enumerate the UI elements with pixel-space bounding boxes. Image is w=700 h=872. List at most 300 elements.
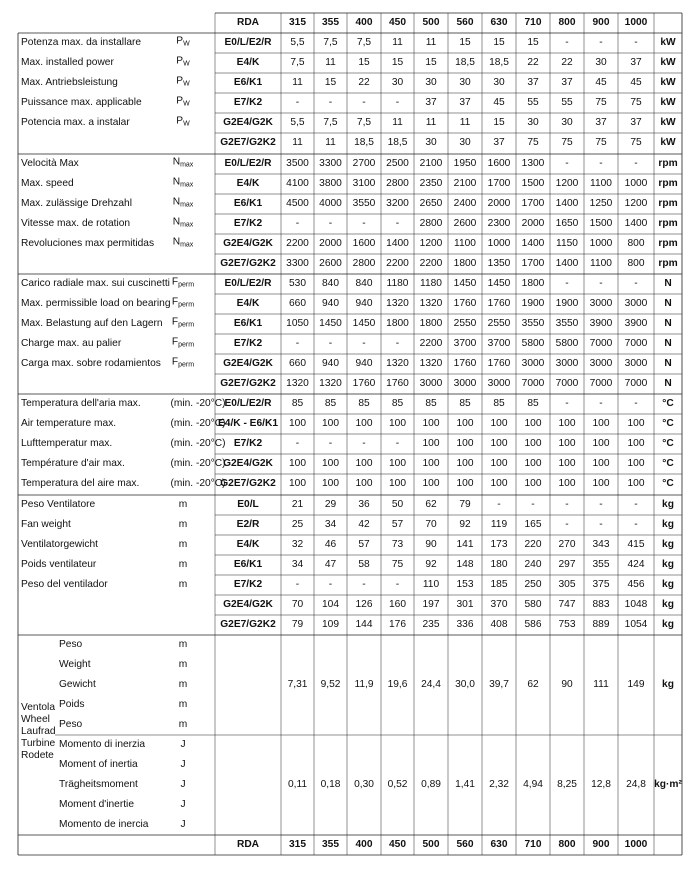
value-cell: 75 <box>595 137 607 148</box>
value-cell: - <box>565 278 569 289</box>
value-cell: - <box>295 97 300 108</box>
value-cell: 100 <box>627 438 645 449</box>
value-cell: - <box>531 499 535 510</box>
value-cell: 1400 <box>555 198 579 209</box>
wheel-group-label: Rodete <box>21 750 54 761</box>
value-cell: - <box>395 97 400 108</box>
model-cell: E6/K1 <box>233 198 263 209</box>
value-cell: - <box>295 338 300 349</box>
wheel-inertia-value: 24,8 <box>626 779 646 790</box>
value-cell: 100 <box>558 458 576 469</box>
value-cell: 2550 <box>487 318 511 329</box>
model-cell: E7/K2 <box>233 579 263 590</box>
footer-size-560: 560 <box>456 839 474 850</box>
value-cell: 55 <box>561 97 573 108</box>
value-cell: 11 <box>392 117 403 128</box>
value-cell: 4500 <box>286 198 309 209</box>
value-cell: - <box>328 218 333 229</box>
value-cell: 1320 <box>386 358 409 369</box>
value-cell: 2700 <box>352 158 376 169</box>
value-cell: - <box>599 519 603 530</box>
value-cell: 100 <box>558 438 576 449</box>
unit-cell: kW <box>660 137 676 148</box>
value-cell: 15 <box>493 37 505 48</box>
value-cell: - <box>395 218 400 229</box>
row-symbol <box>173 216 194 233</box>
value-cell: 126 <box>355 599 373 610</box>
value-cell: 7,5 <box>323 117 338 128</box>
unit-cell: N <box>664 298 672 309</box>
value-cell: 119 <box>490 519 508 530</box>
value-cell: 1600 <box>352 238 376 249</box>
value-cell: 3000 <box>624 358 648 369</box>
value-cell: - <box>497 499 501 510</box>
value-cell: 92 <box>459 519 471 530</box>
value-cell: 30 <box>459 137 471 148</box>
row-symbol <box>176 75 189 92</box>
unit-cell: kW <box>660 57 676 68</box>
value-cell: 3300 <box>286 258 309 269</box>
value-cell: 1320 <box>319 378 342 389</box>
value-cell: 141 <box>456 539 474 550</box>
row-label: Max. Belastung auf den Lagern <box>21 318 163 329</box>
value-cell: 7000 <box>589 338 613 349</box>
value-cell: 3200 <box>386 198 409 209</box>
value-cell: 100 <box>456 458 474 469</box>
value-cell: - <box>362 97 366 108</box>
wheel-mass-symbol: m <box>178 659 188 670</box>
value-cell: 7000 <box>521 378 545 389</box>
value-cell: 100 <box>558 418 576 429</box>
header-size-500: 500 <box>422 17 440 28</box>
value-cell: 7000 <box>555 378 579 389</box>
value-cell: 2200 <box>386 258 409 269</box>
value-cell: 370 <box>490 599 508 610</box>
header-model-label: RDA <box>236 17 260 28</box>
value-cell: 30 <box>493 77 505 88</box>
value-cell: 940 <box>355 358 373 369</box>
value-cell: 79 <box>291 619 304 630</box>
value-cell: 30 <box>561 117 573 128</box>
footer-size-400: 400 <box>355 839 373 850</box>
model-cell: E6/K1 <box>233 318 263 329</box>
model-cell: G2E7/G2K2 <box>220 478 276 489</box>
header-size-355: 355 <box>322 17 339 28</box>
unit-cell: rpm <box>658 238 678 249</box>
value-cell: 1000 <box>624 178 648 189</box>
value-cell: 100 <box>422 418 440 429</box>
wheel-mass-value: 24,4 <box>421 679 441 690</box>
value-cell: 4000 <box>319 198 342 209</box>
unit-cell: N <box>664 278 672 289</box>
value-cell: 800 <box>627 238 645 249</box>
value-cell: 100 <box>592 438 610 449</box>
value-cell: 297 <box>558 559 576 570</box>
value-cell: 15 <box>324 77 337 88</box>
value-cell: 11 <box>425 117 437 128</box>
value-cell: 1400 <box>521 238 545 249</box>
value-cell: 75 <box>391 559 404 570</box>
value-cell: 45 <box>630 77 642 88</box>
value-cell: 3100 <box>352 178 376 189</box>
value-cell: 1650 <box>555 218 579 229</box>
unit-cell: rpm <box>658 258 678 269</box>
wheel-inertia-symbol: J <box>180 759 186 770</box>
row-symbol <box>173 236 194 253</box>
wheel-mass-value: 7,31 <box>287 679 308 690</box>
unit-cell: kW <box>660 77 676 88</box>
row-symbol <box>176 95 189 112</box>
value-cell: 18,5 <box>354 137 374 148</box>
value-cell: 2600 <box>319 258 342 269</box>
value-cell: 100 <box>627 478 645 489</box>
value-cell: 375 <box>592 579 610 590</box>
footer-size-500: 500 <box>422 839 440 850</box>
value-cell: 22 <box>561 57 573 68</box>
value-cell: 940 <box>355 298 373 309</box>
value-cell: 37 <box>493 137 505 148</box>
value-cell: 15 <box>358 57 370 68</box>
row-symbol <box>173 156 194 173</box>
value-cell: 100 <box>389 418 406 429</box>
unit-cell: kg <box>662 559 674 570</box>
value-cell: 100 <box>422 438 440 449</box>
value-cell: 100 <box>322 458 339 469</box>
value-cell: 100 <box>289 458 306 469</box>
value-cell: - <box>395 438 400 449</box>
symbol-letter: P <box>176 35 184 47</box>
value-cell: 2000 <box>487 198 511 209</box>
value-cell: - <box>634 37 638 48</box>
value-cell: 100 <box>490 418 508 429</box>
value-cell: 22 <box>527 57 539 68</box>
value-cell: - <box>634 398 638 409</box>
value-cell: 30 <box>425 137 437 148</box>
value-cell: 30 <box>527 117 539 128</box>
value-cell: 7000 <box>624 338 648 349</box>
wheel-mass-symbol: m <box>178 719 188 730</box>
wheel-mass-value: 11,9 <box>354 679 374 690</box>
value-cell: 1450 <box>487 278 511 289</box>
row-symbol <box>179 578 188 592</box>
value-cell: 1050 <box>286 318 309 329</box>
wheel-mass-value: 90 <box>561 679 573 690</box>
value-cell: - <box>634 158 638 169</box>
wheel-mass-value: 149 <box>627 679 645 690</box>
value-cell: 889 <box>592 619 610 630</box>
value-cell: 32 <box>291 539 304 550</box>
value-cell: 79 <box>459 499 471 510</box>
row-label: Vitesse max. de rotation <box>21 218 131 229</box>
wheel-group-label: Ventola <box>21 702 55 713</box>
unit-cell: N <box>664 338 672 349</box>
value-cell: 45 <box>493 97 505 108</box>
unit-cell: kW <box>660 37 676 48</box>
model-cell: E7/K2 <box>233 218 263 229</box>
unit-cell: kW <box>660 97 676 108</box>
value-cell: 21 <box>291 499 304 510</box>
value-cell: 3550 <box>555 318 579 329</box>
value-cell: 1700 <box>487 178 511 189</box>
wheel-inertia-value: 4,94 <box>523 779 543 790</box>
unit-cell: rpm <box>658 198 678 209</box>
wheel-mass-symbol: m <box>178 679 188 690</box>
wheel-inertia-value: 0,52 <box>387 779 408 790</box>
value-cell: 800 <box>627 258 645 269</box>
value-cell: 100 <box>592 418 610 429</box>
unit-cell: N <box>664 358 672 369</box>
symbol-letter: m <box>178 519 188 530</box>
symbol-subscript: W <box>183 80 190 88</box>
row-label: Poids ventilateur <box>21 559 97 570</box>
value-cell: 1180 <box>420 278 442 289</box>
value-cell: 1054 <box>624 619 648 630</box>
value-cell: 3700 <box>487 338 511 349</box>
value-cell: 7,5 <box>323 37 338 48</box>
value-cell: 45 <box>595 77 607 88</box>
wheel-inertia-symbol: J <box>180 779 186 790</box>
value-cell: 37 <box>561 77 573 88</box>
value-cell: - <box>295 218 300 229</box>
value-cell: 2000 <box>521 218 545 229</box>
value-cell: 1150 <box>556 238 578 249</box>
model-cell: G2E4/G2K <box>223 358 273 369</box>
value-cell: 75 <box>630 137 642 148</box>
model-cell: E2/R <box>236 519 260 530</box>
unit-cell: kg <box>662 619 674 630</box>
value-cell: 75 <box>630 97 642 108</box>
value-cell: 11 <box>392 37 403 48</box>
value-cell: 173 <box>490 539 508 550</box>
value-cell: 3800 <box>319 178 342 189</box>
value-cell: 100 <box>456 438 474 449</box>
value-cell: 85 <box>425 398 437 409</box>
value-cell: 148 <box>456 559 474 570</box>
value-cell: 55 <box>527 97 539 108</box>
model-cell: G2E7/G2K2 <box>220 137 276 148</box>
value-cell: 75 <box>527 137 539 148</box>
value-cell: 2800 <box>386 178 409 189</box>
value-cell: - <box>634 278 638 289</box>
wheel-mass-value: 9,52 <box>320 679 341 690</box>
symbol-letter: N <box>172 236 181 248</box>
value-cell: 1760 <box>453 298 477 309</box>
symbol-subscript: W <box>183 60 190 68</box>
wheel-inertia-label: Moment d'inertie <box>59 799 134 810</box>
unit-cell: kg <box>662 599 674 610</box>
value-cell: - <box>395 338 400 349</box>
value-cell: 747 <box>558 599 576 610</box>
model-cell: G2E7/G2K2 <box>220 378 276 389</box>
wheel-inertia-value: 12,8 <box>591 779 611 790</box>
value-cell: 1760 <box>386 378 409 389</box>
symbol-letter: N <box>172 176 181 188</box>
value-cell: 1200 <box>624 198 648 209</box>
row-label: Ventilatorgewicht <box>21 539 99 550</box>
model-cell: E7/K2 <box>233 338 263 349</box>
value-cell: 100 <box>322 478 339 489</box>
value-cell: 3000 <box>487 378 511 389</box>
value-cell: 18,5 <box>489 57 509 68</box>
header-size-800: 800 <box>558 17 576 28</box>
symbol-subscript: perm <box>178 281 195 289</box>
value-cell: 1200 <box>555 178 579 189</box>
value-cell: 37 <box>630 117 642 128</box>
symbol-letter: N <box>172 196 181 208</box>
wheel-inertia-value: 0,89 <box>421 779 441 790</box>
row-symbol <box>172 316 194 333</box>
model-cell: G2E4/G2K <box>223 458 273 469</box>
value-cell: - <box>328 97 333 108</box>
value-cell: 1000 <box>487 238 511 249</box>
footer-size-630: 630 <box>490 839 508 850</box>
value-cell: 30 <box>459 77 471 88</box>
value-cell: 3000 <box>555 358 579 369</box>
value-cell: 165 <box>524 519 542 530</box>
value-cell: - <box>295 438 300 449</box>
value-cell: 1400 <box>624 218 648 229</box>
wheel-mass-value: 30,0 <box>455 679 475 690</box>
value-cell: 2300 <box>487 218 511 229</box>
unit-cell: kg <box>662 579 674 590</box>
row-label: Velocità Max <box>21 158 79 169</box>
value-cell: 2350 <box>419 178 443 189</box>
value-cell: 1800 <box>453 258 477 269</box>
symbol-subscript: W <box>183 100 190 108</box>
symbol-subscript: perm <box>178 361 195 369</box>
value-cell: 2400 <box>453 198 477 209</box>
symbol-letter: N <box>172 216 181 228</box>
value-cell: 36 <box>358 499 370 510</box>
row-symbol: (min. -20°C) <box>170 418 226 429</box>
row-symbol <box>173 176 194 193</box>
value-cell: 176 <box>389 619 406 630</box>
row-symbol <box>173 196 194 213</box>
value-cell: 424 <box>627 559 645 570</box>
row-label: Potencia max. a instalar <box>21 117 130 128</box>
value-cell: 75 <box>561 137 573 148</box>
wheel-inertia-label: Moment of inertia <box>59 759 138 770</box>
value-cell: - <box>599 278 603 289</box>
value-cell: 1700 <box>521 258 545 269</box>
value-cell: 1900 <box>555 298 579 309</box>
row-label: Lufttemperatur max. <box>21 438 113 449</box>
unit-cell: N <box>664 318 672 329</box>
unit-cell: °C <box>662 478 674 489</box>
wheel-mass-value: 111 <box>593 679 609 690</box>
model-cell: G2E4/G2K <box>223 599 273 610</box>
value-cell: 1600 <box>487 158 511 169</box>
value-cell: 1100 <box>590 178 612 189</box>
unit-cell: rpm <box>658 158 678 169</box>
value-cell: 50 <box>391 499 404 510</box>
model-cell: E6/K1 <box>233 77 263 88</box>
value-cell: 1450 <box>352 318 376 329</box>
symbol-letter: m <box>178 499 188 510</box>
symbol-letter: N <box>172 156 181 168</box>
value-cell: 1760 <box>487 298 511 309</box>
symbol-letter: m <box>178 579 188 590</box>
wheel-mass-label: Poids <box>59 699 85 710</box>
value-cell: - <box>328 338 333 349</box>
value-cell: 530 <box>289 278 306 289</box>
value-cell: 5,5 <box>290 37 305 48</box>
row-symbol <box>176 55 189 72</box>
value-cell: 940 <box>322 298 339 309</box>
value-cell: 220 <box>524 539 542 550</box>
value-cell: 883 <box>592 599 610 610</box>
value-cell: 1900 <box>521 298 545 309</box>
value-cell: - <box>565 37 569 48</box>
value-cell: 343 <box>592 539 610 550</box>
value-cell: 37 <box>459 97 471 108</box>
value-cell: - <box>599 398 603 409</box>
value-cell: 100 <box>355 418 373 429</box>
value-cell: 58 <box>358 559 370 570</box>
value-cell: 47 <box>324 559 337 570</box>
value-cell: 37 <box>595 117 607 128</box>
row-symbol: (min. -20°C) <box>170 398 226 409</box>
value-cell: 1800 <box>419 318 443 329</box>
wheel-inertia-value: 1,41 <box>455 779 475 790</box>
row-label: Revoluciones max permitidas <box>21 238 155 249</box>
value-cell: - <box>328 438 333 449</box>
value-cell: 57 <box>358 539 370 550</box>
wheel-mass-label: Peso <box>59 639 83 650</box>
value-cell: 2550 <box>453 318 477 329</box>
model-cell: E7/K2 <box>233 97 263 108</box>
value-cell: 34 <box>324 519 337 530</box>
symbol-subscript: W <box>183 40 190 48</box>
value-cell: 160 <box>389 599 406 610</box>
wheel-inertia-label: Trägheitsmoment <box>59 779 138 790</box>
value-cell: 1320 <box>419 298 443 309</box>
value-cell: 18,5 <box>387 137 408 148</box>
value-cell: 5800 <box>555 338 579 349</box>
value-cell: 1800 <box>521 278 545 289</box>
value-cell: 3900 <box>624 318 648 329</box>
value-cell: 1250 <box>589 198 613 209</box>
value-cell: 1100 <box>454 238 476 249</box>
value-cell: 660 <box>289 358 306 369</box>
row-symbol: (min. -20°C) <box>170 478 226 489</box>
row-label: Potenza max. da installare <box>21 37 142 48</box>
value-cell: 57 <box>391 519 404 530</box>
value-cell: - <box>328 579 333 590</box>
model-cell: G2E7/G2K2 <box>220 258 276 269</box>
model-cell: E7/K2 <box>233 438 263 449</box>
value-cell: 1800 <box>386 318 409 329</box>
value-cell: 100 <box>524 478 542 489</box>
value-cell: - <box>634 499 638 510</box>
model-cell: E0/L/E2/R <box>224 37 272 48</box>
value-cell: 1350 <box>487 258 511 269</box>
value-cell: 100 <box>355 478 373 489</box>
row-label: Max. zulässige Drehzahl <box>21 198 132 209</box>
wheel-mass-label: Weight <box>59 659 91 670</box>
wheel-inertia-value: 0,18 <box>320 779 341 790</box>
value-cell: 2650 <box>419 198 443 209</box>
value-cell: - <box>295 579 300 590</box>
value-cell: 415 <box>627 539 645 550</box>
value-cell: 11 <box>292 77 303 88</box>
row-symbol <box>172 296 194 313</box>
value-cell: 75 <box>595 97 607 108</box>
value-cell: 3900 <box>589 318 613 329</box>
value-cell: 1450 <box>319 318 342 329</box>
value-cell: 3000 <box>624 298 648 309</box>
value-cell: 11 <box>425 37 437 48</box>
